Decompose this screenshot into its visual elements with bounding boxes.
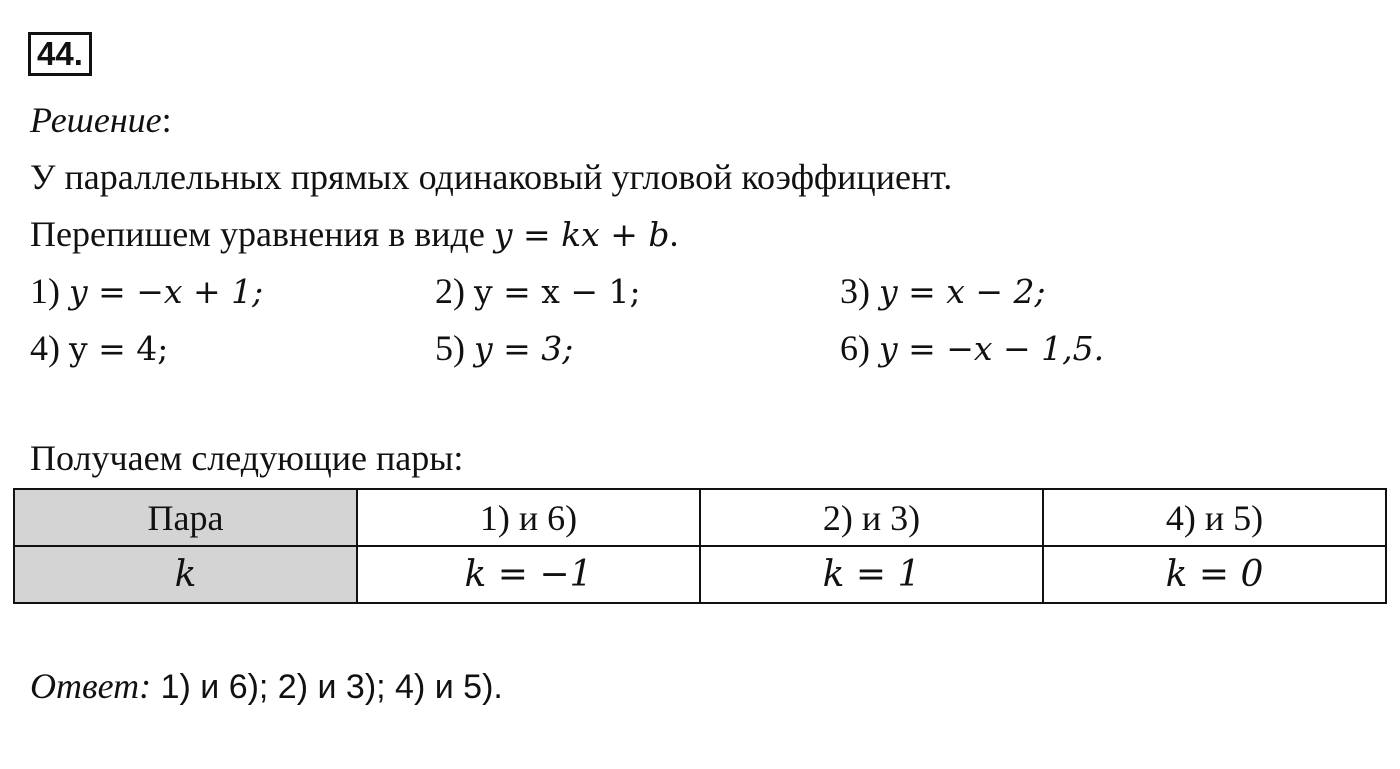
- equation-formula: y = 3;: [474, 329, 574, 368]
- equation-number: 3): [840, 271, 870, 311]
- rewrite-formula: y = kx + b: [493, 215, 670, 254]
- equation-number: 6): [840, 328, 870, 368]
- equation-formula: y = −x − 1,5.: [879, 329, 1105, 368]
- equation-formula: y = −x + 1;: [69, 272, 264, 311]
- solution-label: Решение: [30, 100, 162, 140]
- answer-label: Ответ:: [30, 666, 152, 706]
- equation-number: 5): [435, 328, 465, 368]
- problem-number: 44.: [28, 32, 92, 76]
- equation-formula: y = x − 2;: [879, 272, 1046, 311]
- equation-6: [840, 326, 1104, 371]
- table-cell: k = −1: [357, 546, 700, 603]
- table-cell-pair-header: Пара: [14, 489, 357, 546]
- equation-formula: y = 4;: [69, 329, 169, 368]
- equation-number: 1): [30, 271, 60, 311]
- equation-3: [840, 269, 1046, 314]
- answer-text: 1) и 6); 2) и 3); 4) и 5).: [151, 668, 503, 706]
- equation-number: 4): [30, 328, 60, 368]
- table-row: [14, 489, 1386, 546]
- table-cell: k = 0: [1043, 546, 1386, 603]
- rewrite-text: Перепишем уравнения в виде: [30, 214, 494, 254]
- solution-colon: :: [161, 100, 172, 140]
- equation-formula: y = x − 1;: [474, 272, 641, 311]
- table-cell: 2) и 3): [700, 489, 1043, 546]
- pairs-intro: Получаем следующие пары:: [30, 438, 464, 478]
- table-cell-k-header: k: [14, 546, 357, 603]
- equation-number: 2): [435, 271, 465, 311]
- pairs-table: [13, 488, 1387, 604]
- equation-2: [435, 269, 641, 314]
- rewrite-line: [30, 212, 678, 257]
- table-cell: 4) и 5): [1043, 489, 1386, 546]
- statement-text: У параллельных прямых одинаковый угловой коэффициент.: [30, 157, 953, 197]
- table-cell: k = 1: [700, 546, 1043, 603]
- table-cell: 1) и 6): [357, 489, 700, 546]
- solution-heading: [30, 98, 172, 142]
- equation-5: [435, 326, 573, 371]
- equation-1: [30, 269, 263, 314]
- table-row: [14, 546, 1386, 603]
- equation-4: [30, 326, 168, 371]
- answer-line: [30, 664, 503, 709]
- rewrite-end: .: [669, 214, 679, 254]
